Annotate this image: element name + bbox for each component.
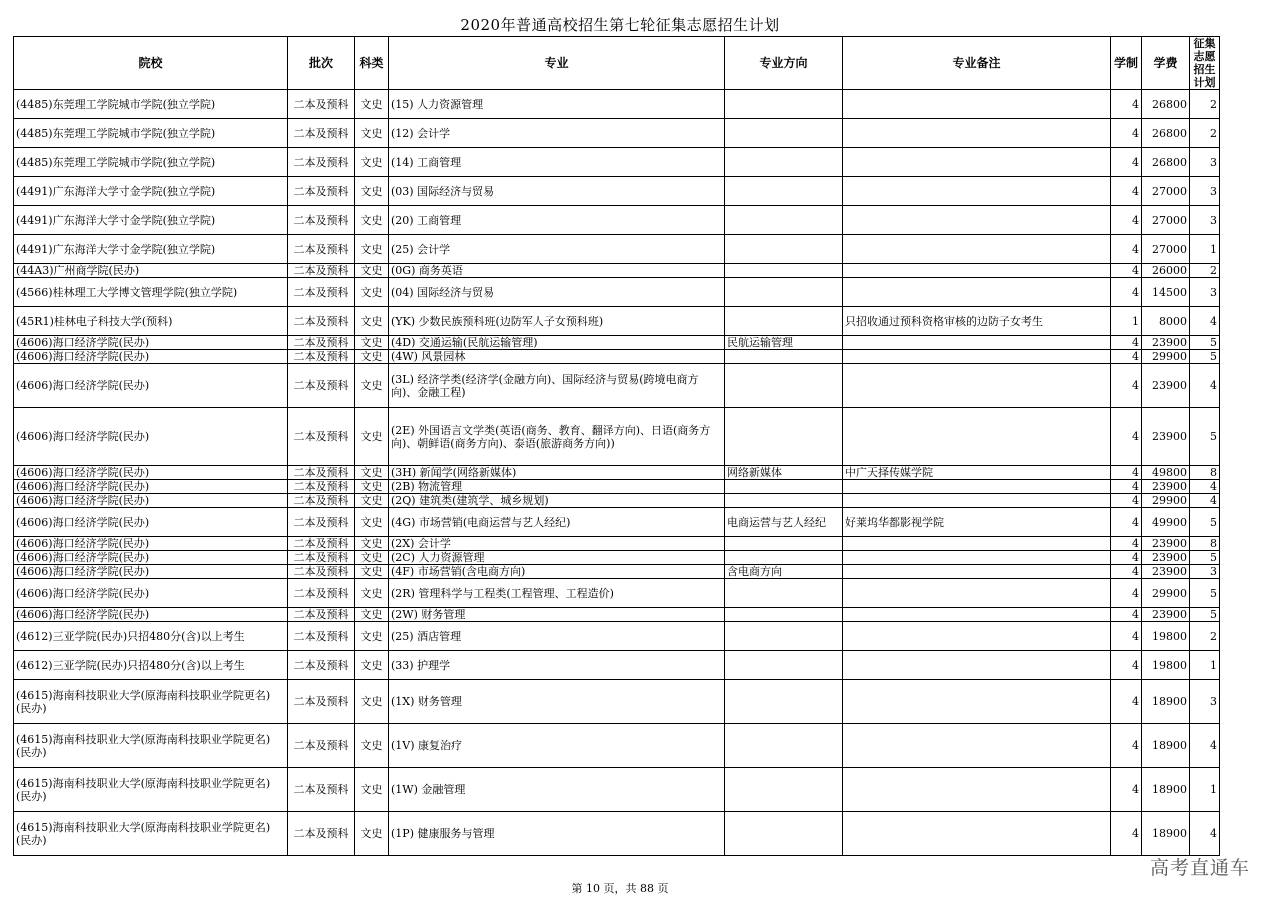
direction-cell bbox=[725, 264, 843, 278]
years-cell: 4 bbox=[1111, 622, 1142, 651]
table-row bbox=[14, 622, 1220, 651]
major-cell: (2X) 会计学 bbox=[389, 537, 725, 551]
batch-cell: 二本及预科 bbox=[288, 235, 355, 264]
school-cell: (4615)海南科技职业大学(原海南科技职业学院更名)(民办) bbox=[14, 680, 288, 724]
school-cell: (45R1)桂林电子科技大学(预科) bbox=[14, 307, 288, 336]
batch-cell: 二本及预科 bbox=[288, 177, 355, 206]
major-cell: (4F) 市场营销(含电商方向) bbox=[389, 565, 725, 579]
plan-cell: 4 bbox=[1190, 494, 1220, 508]
subject-cell: 文史 bbox=[355, 724, 389, 768]
table-row bbox=[14, 651, 1220, 680]
fee-cell: 8000 bbox=[1142, 307, 1190, 336]
years-cell: 4 bbox=[1111, 551, 1142, 565]
subject-cell: 文史 bbox=[355, 680, 389, 724]
batch-cell: 二本及预科 bbox=[288, 408, 355, 466]
note-cell bbox=[843, 336, 1111, 350]
direction-cell bbox=[725, 408, 843, 466]
note-cell bbox=[843, 480, 1111, 494]
table-row bbox=[14, 537, 1220, 551]
fee-cell: 27000 bbox=[1142, 206, 1190, 235]
fee-cell: 29900 bbox=[1142, 350, 1190, 364]
batch-cell: 二本及预科 bbox=[288, 206, 355, 235]
fee-cell: 19800 bbox=[1142, 622, 1190, 651]
note-cell bbox=[843, 90, 1111, 119]
header-note: 专业备注 bbox=[843, 37, 1111, 90]
years-cell: 4 bbox=[1111, 768, 1142, 812]
direction-cell bbox=[725, 622, 843, 651]
school-cell: (4606)海口经济学院(民办) bbox=[14, 608, 288, 622]
major-cell: (2R) 管理科学与工程类(工程管理、工程造价) bbox=[389, 579, 725, 608]
header-major: 专业 bbox=[389, 37, 725, 90]
table-row bbox=[14, 119, 1220, 148]
years-cell: 4 bbox=[1111, 177, 1142, 206]
direction-cell bbox=[725, 724, 843, 768]
header-fee: 学费 bbox=[1142, 37, 1190, 90]
table-row bbox=[14, 408, 1220, 466]
batch-cell: 二本及预科 bbox=[288, 508, 355, 537]
years-cell: 4 bbox=[1111, 278, 1142, 307]
note-cell bbox=[843, 680, 1111, 724]
fee-cell: 26800 bbox=[1142, 148, 1190, 177]
watermark-text: 高考直通车 bbox=[1149, 857, 1250, 879]
plan-cell: 1 bbox=[1190, 235, 1220, 264]
plan-cell: 2 bbox=[1190, 90, 1220, 119]
note-cell bbox=[843, 235, 1111, 264]
school-cell: (4606)海口经济学院(民办) bbox=[14, 579, 288, 608]
major-cell: (3L) 经济学类(经济学(金融方向)、国际经济与贸易(跨境电商方向)、金融工程) bbox=[389, 364, 725, 408]
direction-cell bbox=[725, 177, 843, 206]
plan-cell: 5 bbox=[1190, 551, 1220, 565]
major-cell: (14) 工商管理 bbox=[389, 148, 725, 177]
header-direction: 专业方向 bbox=[725, 37, 843, 90]
table-row bbox=[14, 480, 1220, 494]
years-cell: 1 bbox=[1111, 307, 1142, 336]
years-cell: 4 bbox=[1111, 651, 1142, 680]
direction-cell bbox=[725, 350, 843, 364]
years-cell: 4 bbox=[1111, 264, 1142, 278]
batch-cell: 二本及预科 bbox=[288, 264, 355, 278]
plan-cell: 2 bbox=[1190, 622, 1220, 651]
table-row bbox=[14, 608, 1220, 622]
subject-cell: 文史 bbox=[355, 466, 389, 480]
school-cell: (4606)海口经济学院(民办) bbox=[14, 364, 288, 408]
direction-cell bbox=[725, 768, 843, 812]
table-row bbox=[14, 336, 1220, 350]
batch-cell: 二本及预科 bbox=[288, 480, 355, 494]
years-cell: 4 bbox=[1111, 119, 1142, 148]
header-school: 院校 bbox=[14, 37, 288, 90]
table-row bbox=[14, 206, 1220, 235]
subject-cell: 文史 bbox=[355, 812, 389, 856]
direction-cell: 民航运输管理 bbox=[725, 336, 843, 350]
direction-cell: 含电商方向 bbox=[725, 565, 843, 579]
school-cell: (4606)海口经济学院(民办) bbox=[14, 537, 288, 551]
major-cell: (2W) 财务管理 bbox=[389, 608, 725, 622]
batch-cell: 二本及预科 bbox=[288, 466, 355, 480]
school-cell: (4485)东莞理工学院城市学院(独立学院) bbox=[14, 148, 288, 177]
plan-cell: 4 bbox=[1190, 364, 1220, 408]
fee-cell: 18900 bbox=[1142, 812, 1190, 856]
table-row bbox=[14, 177, 1220, 206]
years-cell: 4 bbox=[1111, 364, 1142, 408]
school-cell: (4606)海口经济学院(民办) bbox=[14, 551, 288, 565]
major-cell: (2E) 外国语言文学类(英语(商务、教育、翻译方向)、日语(商务方向)、朝鲜语(商务方向)、泰语(旅游商务方向)) bbox=[389, 408, 725, 466]
major-cell: (3H) 新闻学(网络新媒体) bbox=[389, 466, 725, 480]
school-cell: (4485)东莞理工学院城市学院(独立学院) bbox=[14, 90, 288, 119]
note-cell bbox=[843, 148, 1111, 177]
major-cell: (1V) 康复治疗 bbox=[389, 724, 725, 768]
years-cell: 4 bbox=[1111, 148, 1142, 177]
major-cell: (1P) 健康服务与管理 bbox=[389, 812, 725, 856]
fee-cell: 23900 bbox=[1142, 364, 1190, 408]
fee-cell: 23900 bbox=[1142, 480, 1190, 494]
direction-cell bbox=[725, 551, 843, 565]
direction-cell bbox=[725, 278, 843, 307]
batch-cell: 二本及预科 bbox=[288, 565, 355, 579]
major-cell: (2B) 物流管理 bbox=[389, 480, 725, 494]
fee-cell: 26000 bbox=[1142, 264, 1190, 278]
note-cell: 中广天择传媒学院 bbox=[843, 466, 1111, 480]
fee-cell: 23900 bbox=[1142, 336, 1190, 350]
note-cell bbox=[843, 364, 1111, 408]
page-footer: 第 10 页，共 88 页 bbox=[571, 882, 669, 895]
fee-cell: 26800 bbox=[1142, 90, 1190, 119]
school-cell: (4606)海口经济学院(民办) bbox=[14, 565, 288, 579]
note-cell bbox=[843, 812, 1111, 856]
batch-cell: 二本及预科 bbox=[288, 336, 355, 350]
plan-cell: 5 bbox=[1190, 608, 1220, 622]
years-cell: 4 bbox=[1111, 408, 1142, 466]
subject-cell: 文史 bbox=[355, 364, 389, 408]
years-cell: 4 bbox=[1111, 494, 1142, 508]
school-cell: (4606)海口经济学院(民办) bbox=[14, 480, 288, 494]
school-cell: (4491)广东海洋大学寸金学院(独立学院) bbox=[14, 235, 288, 264]
plan-cell: 1 bbox=[1190, 651, 1220, 680]
major-cell: (YK) 少数民族预科班(边防军人子女预科班) bbox=[389, 307, 725, 336]
note-cell bbox=[843, 264, 1111, 278]
direction-cell bbox=[725, 651, 843, 680]
subject-cell: 文史 bbox=[355, 336, 389, 350]
batch-cell: 二本及预科 bbox=[288, 537, 355, 551]
note-cell bbox=[843, 608, 1111, 622]
subject-cell: 文史 bbox=[355, 622, 389, 651]
direction-cell bbox=[725, 494, 843, 508]
subject-cell: 文史 bbox=[355, 537, 389, 551]
plan-cell: 1 bbox=[1190, 768, 1220, 812]
major-cell: (33) 护理学 bbox=[389, 651, 725, 680]
header-years: 学制 bbox=[1111, 37, 1142, 90]
direction-cell bbox=[725, 90, 843, 119]
school-cell: (44A3)广州商学院(民办) bbox=[14, 264, 288, 278]
plan-cell: 5 bbox=[1190, 350, 1220, 364]
major-cell: (03) 国际经济与贸易 bbox=[389, 177, 725, 206]
fee-cell: 27000 bbox=[1142, 235, 1190, 264]
subject-cell: 文史 bbox=[355, 119, 389, 148]
subject-cell: 文史 bbox=[355, 350, 389, 364]
direction-cell: 网络新媒体 bbox=[725, 466, 843, 480]
header-batch: 批次 bbox=[288, 37, 355, 90]
years-cell: 4 bbox=[1111, 480, 1142, 494]
note-cell bbox=[843, 651, 1111, 680]
fee-cell: 18900 bbox=[1142, 768, 1190, 812]
school-cell: (4612)三亚学院(民办)只招480分(含)以上考生 bbox=[14, 622, 288, 651]
batch-cell: 二本及预科 bbox=[288, 148, 355, 177]
plan-cell: 4 bbox=[1190, 307, 1220, 336]
note-cell bbox=[843, 551, 1111, 565]
note-cell bbox=[843, 537, 1111, 551]
note-cell bbox=[843, 768, 1111, 812]
batch-cell: 二本及预科 bbox=[288, 90, 355, 119]
years-cell: 4 bbox=[1111, 680, 1142, 724]
table-row bbox=[14, 724, 1220, 768]
page-title: 2020年普通高校招生第七轮征集志愿招生计划 bbox=[460, 16, 780, 34]
direction-cell bbox=[725, 307, 843, 336]
plan-cell: 4 bbox=[1190, 812, 1220, 856]
batch-cell: 二本及预科 bbox=[288, 812, 355, 856]
direction-cell bbox=[725, 235, 843, 264]
fee-cell: 49900 bbox=[1142, 508, 1190, 537]
plan-cell: 8 bbox=[1190, 537, 1220, 551]
subject-cell: 文史 bbox=[355, 264, 389, 278]
direction-cell bbox=[725, 119, 843, 148]
fee-cell: 18900 bbox=[1142, 680, 1190, 724]
note-cell bbox=[843, 350, 1111, 364]
major-cell: (4W) 风景园林 bbox=[389, 350, 725, 364]
batch-cell: 二本及预科 bbox=[288, 494, 355, 508]
school-cell: (4606)海口经济学院(民办) bbox=[14, 508, 288, 537]
school-cell: (4615)海南科技职业大学(原海南科技职业学院更名)(民办) bbox=[14, 812, 288, 856]
school-cell: (4615)海南科技职业大学(原海南科技职业学院更名)(民办) bbox=[14, 724, 288, 768]
note-cell: 好莱坞华都影视学院 bbox=[843, 508, 1111, 537]
years-cell: 4 bbox=[1111, 608, 1142, 622]
batch-cell: 二本及预科 bbox=[288, 364, 355, 408]
school-cell: (4606)海口经济学院(民办) bbox=[14, 494, 288, 508]
years-cell: 4 bbox=[1111, 235, 1142, 264]
major-cell: (2Q) 建筑类(建筑学、城乡规划) bbox=[389, 494, 725, 508]
major-cell: (04) 国际经济与贸易 bbox=[389, 278, 725, 307]
direction-cell bbox=[725, 206, 843, 235]
table-row bbox=[14, 235, 1220, 264]
school-cell: (4606)海口经济学院(民办) bbox=[14, 466, 288, 480]
plan-cell: 3 bbox=[1190, 680, 1220, 724]
batch-cell: 二本及预科 bbox=[288, 350, 355, 364]
header-plan: 征集志愿招生计划 bbox=[1190, 37, 1220, 90]
table-row bbox=[14, 494, 1220, 508]
years-cell: 4 bbox=[1111, 579, 1142, 608]
years-cell: 4 bbox=[1111, 466, 1142, 480]
subject-cell: 文史 bbox=[355, 579, 389, 608]
table-row bbox=[14, 307, 1220, 336]
note-cell: 只招收通过预科资格审核的边防子女考生 bbox=[843, 307, 1111, 336]
fee-cell: 23900 bbox=[1142, 537, 1190, 551]
plan-cell: 3 bbox=[1190, 565, 1220, 579]
table-row bbox=[14, 364, 1220, 408]
note-cell bbox=[843, 724, 1111, 768]
direction-cell bbox=[725, 364, 843, 408]
years-cell: 4 bbox=[1111, 336, 1142, 350]
table-row bbox=[14, 680, 1220, 724]
subject-cell: 文史 bbox=[355, 508, 389, 537]
subject-cell: 文史 bbox=[355, 551, 389, 565]
direction-cell bbox=[725, 579, 843, 608]
fee-cell: 29900 bbox=[1142, 579, 1190, 608]
years-cell: 4 bbox=[1111, 206, 1142, 235]
subject-cell: 文史 bbox=[355, 480, 389, 494]
subject-cell: 文史 bbox=[355, 307, 389, 336]
table-row bbox=[14, 148, 1220, 177]
batch-cell: 二本及预科 bbox=[288, 119, 355, 148]
years-cell: 4 bbox=[1111, 350, 1142, 364]
direction-cell bbox=[725, 480, 843, 494]
direction-cell bbox=[725, 608, 843, 622]
batch-cell: 二本及预科 bbox=[288, 307, 355, 336]
table-row bbox=[14, 90, 1220, 119]
subject-cell: 文史 bbox=[355, 206, 389, 235]
major-cell: (12) 会计学 bbox=[389, 119, 725, 148]
fee-cell: 29900 bbox=[1142, 494, 1190, 508]
table-row bbox=[14, 350, 1220, 364]
major-cell: (1W) 金融管理 bbox=[389, 768, 725, 812]
plan-cell: 2 bbox=[1190, 264, 1220, 278]
school-cell: (4491)广东海洋大学寸金学院(独立学院) bbox=[14, 206, 288, 235]
fee-cell: 19800 bbox=[1142, 651, 1190, 680]
table-row bbox=[14, 278, 1220, 307]
major-cell: (4G) 市场营销(电商运营与艺人经纪) bbox=[389, 508, 725, 537]
subject-cell: 文史 bbox=[355, 768, 389, 812]
school-cell: (4612)三亚学院(民办)只招480分(含)以上考生 bbox=[14, 651, 288, 680]
note-cell bbox=[843, 494, 1111, 508]
school-cell: (4606)海口经济学院(民办) bbox=[14, 336, 288, 350]
major-cell: (25) 酒店管理 bbox=[389, 622, 725, 651]
plan-cell: 4 bbox=[1190, 480, 1220, 494]
batch-cell: 二本及预科 bbox=[288, 768, 355, 812]
plan-cell: 2 bbox=[1190, 119, 1220, 148]
subject-cell: 文史 bbox=[355, 651, 389, 680]
fee-cell: 18900 bbox=[1142, 724, 1190, 768]
note-cell bbox=[843, 408, 1111, 466]
subject-cell: 文史 bbox=[355, 177, 389, 206]
direction-cell bbox=[725, 537, 843, 551]
subject-cell: 文史 bbox=[355, 90, 389, 119]
subject-cell: 文史 bbox=[355, 565, 389, 579]
table-header-row bbox=[14, 37, 1220, 90]
plan-cell: 3 bbox=[1190, 177, 1220, 206]
school-cell: (4491)广东海洋大学寸金学院(独立学院) bbox=[14, 177, 288, 206]
note-cell bbox=[843, 278, 1111, 307]
table-row bbox=[14, 768, 1220, 812]
plan-cell: 8 bbox=[1190, 466, 1220, 480]
table-row bbox=[14, 264, 1220, 278]
subject-cell: 文史 bbox=[355, 235, 389, 264]
fee-cell: 49800 bbox=[1142, 466, 1190, 480]
school-cell: (4606)海口经济学院(民办) bbox=[14, 408, 288, 466]
fee-cell: 23900 bbox=[1142, 408, 1190, 466]
plan-cell: 4 bbox=[1190, 724, 1220, 768]
note-cell bbox=[843, 622, 1111, 651]
fee-cell: 23900 bbox=[1142, 608, 1190, 622]
batch-cell: 二本及预科 bbox=[288, 622, 355, 651]
direction-cell bbox=[725, 680, 843, 724]
years-cell: 4 bbox=[1111, 812, 1142, 856]
direction-cell: 电商运营与艺人经纪 bbox=[725, 508, 843, 537]
batch-cell: 二本及预科 bbox=[288, 608, 355, 622]
years-cell: 4 bbox=[1111, 724, 1142, 768]
school-cell: (4566)桂林理工大学博文管理学院(独立学院) bbox=[14, 278, 288, 307]
subject-cell: 文史 bbox=[355, 494, 389, 508]
fee-cell: 26800 bbox=[1142, 119, 1190, 148]
school-cell: (4615)海南科技职业大学(原海南科技职业学院更名)(民办) bbox=[14, 768, 288, 812]
plan-cell: 3 bbox=[1190, 206, 1220, 235]
batch-cell: 二本及预科 bbox=[288, 278, 355, 307]
batch-cell: 二本及预科 bbox=[288, 579, 355, 608]
batch-cell: 二本及预科 bbox=[288, 680, 355, 724]
table-row bbox=[14, 812, 1220, 856]
plan-cell: 3 bbox=[1190, 148, 1220, 177]
plan-cell: 5 bbox=[1190, 508, 1220, 537]
subject-cell: 文史 bbox=[355, 608, 389, 622]
major-cell: (15) 人力资源管理 bbox=[389, 90, 725, 119]
direction-cell bbox=[725, 148, 843, 177]
table-row bbox=[14, 508, 1220, 537]
major-cell: (25) 会计学 bbox=[389, 235, 725, 264]
enrollment-plan-table bbox=[13, 36, 1220, 856]
fee-cell: 27000 bbox=[1142, 177, 1190, 206]
major-cell: (4D) 交通运输(民航运输管理) bbox=[389, 336, 725, 350]
batch-cell: 二本及预科 bbox=[288, 551, 355, 565]
school-cell: (4485)东莞理工学院城市学院(独立学院) bbox=[14, 119, 288, 148]
subject-cell: 文史 bbox=[355, 148, 389, 177]
table-row bbox=[14, 551, 1220, 565]
years-cell: 4 bbox=[1111, 537, 1142, 551]
note-cell bbox=[843, 177, 1111, 206]
batch-cell: 二本及预科 bbox=[288, 724, 355, 768]
fee-cell: 23900 bbox=[1142, 565, 1190, 579]
note-cell bbox=[843, 565, 1111, 579]
school-cell: (4606)海口经济学院(民办) bbox=[14, 350, 288, 364]
years-cell: 4 bbox=[1111, 508, 1142, 537]
batch-cell: 二本及预科 bbox=[288, 651, 355, 680]
table-body bbox=[14, 90, 1220, 856]
fee-cell: 23900 bbox=[1142, 551, 1190, 565]
fee-cell: 14500 bbox=[1142, 278, 1190, 307]
major-cell: (2C) 人力资源管理 bbox=[389, 551, 725, 565]
subject-cell: 文史 bbox=[355, 278, 389, 307]
note-cell bbox=[843, 579, 1111, 608]
plan-cell: 5 bbox=[1190, 408, 1220, 466]
plan-cell: 3 bbox=[1190, 278, 1220, 307]
note-cell bbox=[843, 119, 1111, 148]
plan-cell: 5 bbox=[1190, 579, 1220, 608]
table-row bbox=[14, 565, 1220, 579]
subject-cell: 文史 bbox=[355, 408, 389, 466]
header-subject: 科类 bbox=[355, 37, 389, 90]
note-cell bbox=[843, 206, 1111, 235]
table-row bbox=[14, 466, 1220, 480]
years-cell: 4 bbox=[1111, 565, 1142, 579]
major-cell: (1X) 财务管理 bbox=[389, 680, 725, 724]
direction-cell bbox=[725, 812, 843, 856]
major-cell: (0G) 商务英语 bbox=[389, 264, 725, 278]
major-cell: (20) 工商管理 bbox=[389, 206, 725, 235]
plan-cell: 5 bbox=[1190, 336, 1220, 350]
table-row bbox=[14, 579, 1220, 608]
years-cell: 4 bbox=[1111, 90, 1142, 119]
